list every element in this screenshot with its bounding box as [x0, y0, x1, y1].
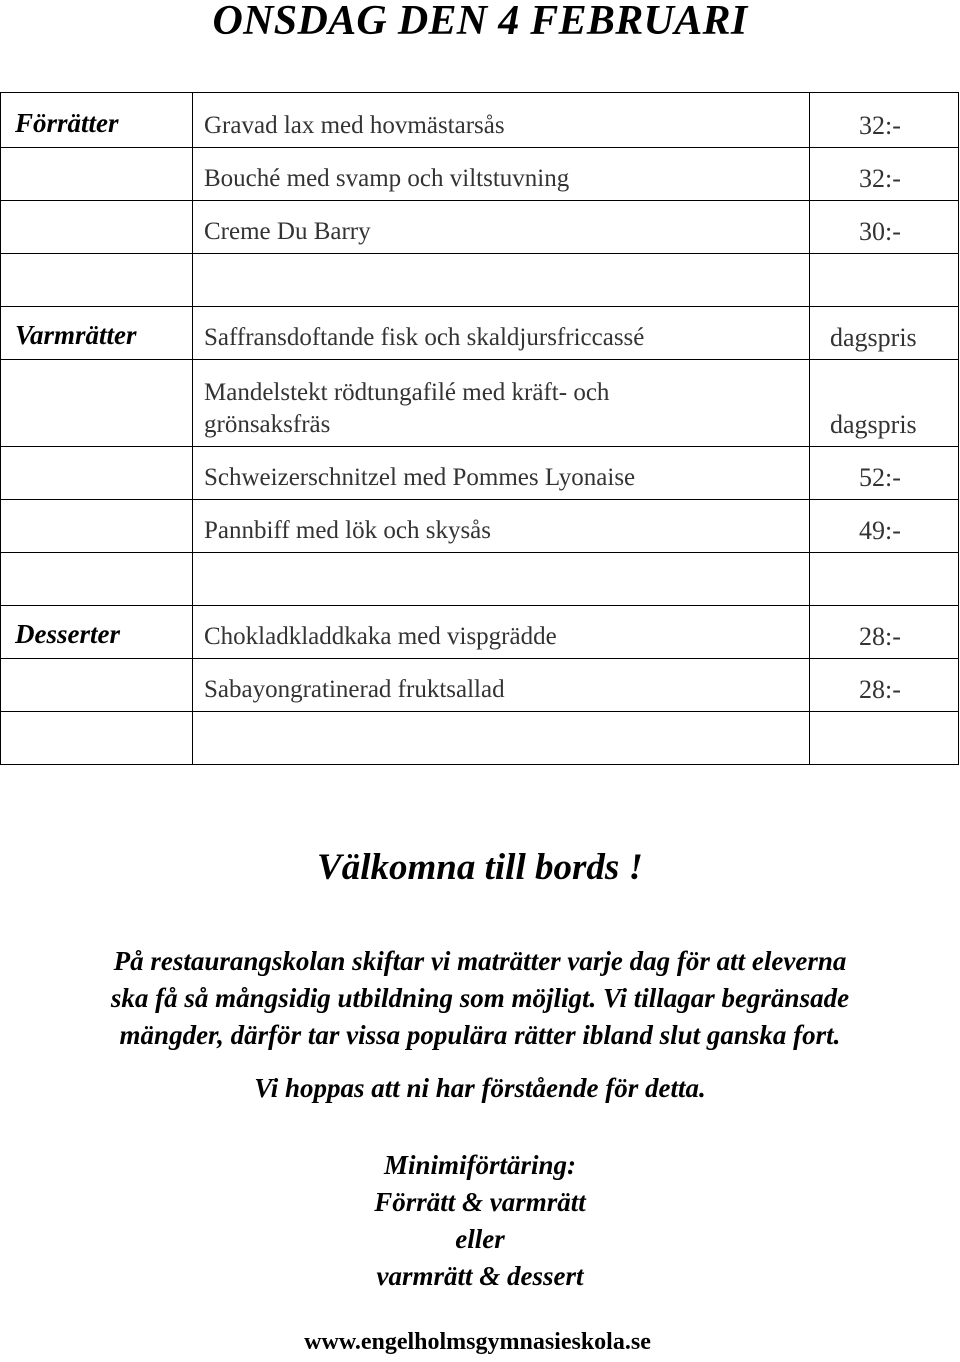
empty-cell: [810, 254, 959, 307]
minimum-heading: Minimiförtäring:: [383, 1150, 577, 1180]
dish-price: 32:-: [810, 93, 959, 148]
menu-table: [0, 92, 959, 765]
empty-cell: [810, 553, 959, 606]
dish-name: Creme Du Barry: [193, 201, 810, 254]
empty-cell: [1, 553, 193, 606]
minimum-option-1: Förrätt & varmrätt: [374, 1187, 586, 1217]
minimum-or: eller: [455, 1224, 505, 1254]
understanding-note: Vi hoppas att ni har förstående för detta.: [254, 1073, 706, 1103]
dish-price: 32:-: [810, 148, 959, 201]
dish-name: Gravad lax med hovmästarsås: [193, 93, 810, 148]
dish-name: Saffransdoftande fisk och skaldjursfriccassé: [193, 307, 810, 360]
page-title: ONSDAG DEN 4 FEBRUARI: [212, 0, 748, 44]
empty-cell: [1, 148, 193, 201]
spacer-row: [1, 254, 959, 307]
dish-price: 49:-: [810, 500, 959, 553]
empty-cell: [193, 712, 810, 765]
minimum-order-block: [0, 1147, 960, 1295]
empty-cell: [1, 201, 193, 254]
empty-cell: [193, 254, 810, 307]
menu-row: [1, 447, 959, 500]
dish-price: 28:-: [810, 659, 959, 712]
menu-row: [1, 201, 959, 254]
minimum-option-2: varmrätt & dessert: [376, 1261, 584, 1291]
menu-row: [1, 307, 959, 360]
dish-price: dagspris: [810, 360, 959, 447]
info-line: På restaurangskolan skiftar vi maträtter varje dag för att eleverna: [113, 946, 847, 976]
empty-cell: [1, 659, 193, 712]
dish-name: [193, 360, 810, 447]
welcome-heading: Välkomna till bords !: [317, 847, 643, 888]
dish-name: Bouché med svamp och viltstuvning: [193, 148, 810, 201]
menu-row: [1, 93, 959, 148]
spacer-row: [1, 712, 959, 765]
category-label-desserter: Desserter: [1, 606, 193, 659]
menu-row: [1, 659, 959, 712]
info-line: mängder, därför tar vissa populära rätter ibland slut ganska fort.: [119, 1020, 841, 1050]
empty-cell: [1, 254, 193, 307]
dish-name: Schweizerschnitzel med Pommes Lyonaise: [193, 447, 810, 500]
spacer-row: [1, 553, 959, 606]
dish-name: Pannbiff med lök och skysås: [193, 500, 810, 553]
empty-cell: [1, 500, 193, 553]
dish-price: dagspris: [810, 307, 959, 360]
website-url: www.engelholmsgymnasieskola.se: [304, 1329, 651, 1355]
dish-name-line: Mandelstekt rödtungafilé med kräft- och: [204, 379, 610, 406]
dish-price: 52:-: [810, 447, 959, 500]
info-line: ska få så mångsidig utbildning som möjligt. Vi tillagar begränsade: [110, 983, 850, 1013]
empty-cell: [1, 360, 193, 447]
dish-price: 28:-: [810, 606, 959, 659]
menu-row: [1, 606, 959, 659]
menu-row: [1, 500, 959, 553]
category-label-varmratter: Varmrätter: [1, 307, 193, 360]
dish-name: Sabayongratinerad fruktsallad: [193, 659, 810, 712]
menu-row: [1, 360, 959, 447]
info-paragraph: [0, 943, 960, 1054]
empty-cell: [1, 712, 193, 765]
dish-price: 30:-: [810, 201, 959, 254]
empty-cell: [1, 447, 193, 500]
dish-name-line: grönsaksfräs: [204, 411, 331, 438]
category-label-forratter: Förrätter: [1, 93, 193, 148]
menu-row: [1, 148, 959, 201]
empty-cell: [810, 712, 959, 765]
empty-cell: [193, 553, 810, 606]
dish-name: Chokladkladdkaka med vispgrädde: [193, 606, 810, 659]
